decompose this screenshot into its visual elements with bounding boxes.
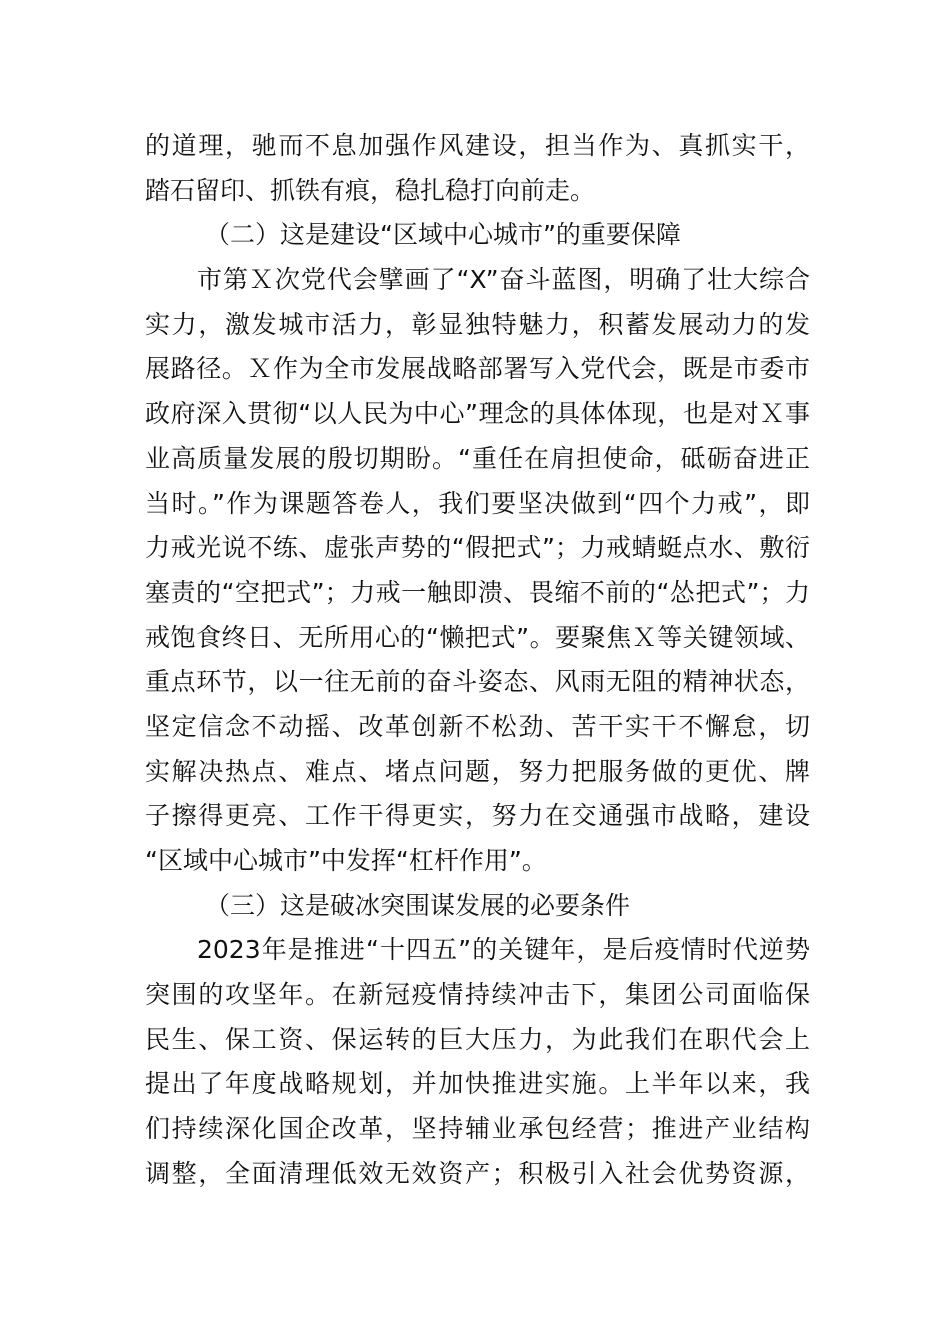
- section-heading: （二）这是建设“区域中心城市”的重要保障: [205, 220, 681, 250]
- body-line: 政府深入贯彻“以人民为中心”理念的具体体现，也是对Ｘ事: [145, 399, 810, 429]
- body-line: 重点环节，以一往无前的奋斗姿态、风雨无阻的精神状态，: [145, 667, 810, 697]
- body-line: 展路径。Ｘ作为全市发展战略部署写入党代会，既是市委市: [145, 354, 810, 384]
- body-line: 坚定信念不动摇、改革创新不松劲、苦干实干不懈怠，切: [145, 711, 810, 741]
- body-line: 调整，全面清理低效无效资产；积极引入社会优势资源，: [145, 1158, 810, 1188]
- body-line: 戒饱食终日、无所用心的“懒把式”。要聚焦Ｘ等关键领域、: [145, 622, 810, 652]
- body-line: 踏石留印、抓铁有痕，稳扎稳打向前走。: [145, 175, 596, 205]
- body-line: 的道理，驰而不息加强作风建设，担当作为、真抓实干，: [145, 131, 810, 160]
- body-line: 力戒光说不练、虚张声势的“假把式”；力戒蜻蜓点水、敷衍: [145, 533, 810, 563]
- paragraph-first-line: 市第Ｘ次党代会擘画了“X”奋斗蓝图，明确了壮大综合: [197, 265, 810, 295]
- body-line: 提出了年度战略规划，并加快推进实施。上半年以来，我: [145, 1069, 810, 1099]
- body-line: 实力，激发城市活力，彰显独特魅力，积蓄发展动力的发: [145, 309, 810, 339]
- body-line: 民生、保工资、保运转的巨大压力，为此我们在职代会上: [145, 1024, 810, 1054]
- document-body: [145, 124, 810, 1197]
- body-line: 们持续深化国企改革，坚持辅业承包经营；推进产业结构: [145, 1114, 810, 1144]
- paragraph-first-line: 2023年是推进“十四五”的关键年，是后疫情时代逆势: [197, 935, 810, 965]
- body-line: 突围的攻坚年。在新冠疫情持续冲击下，集团公司面临保: [145, 980, 810, 1010]
- body-line: 当时。”作为课题答卷人，我们要坚决做到“四个力戒”，即: [145, 488, 810, 518]
- body-line: 业高质量发展的殷切期盼。“重任在肩担使命，砥砺奋进正: [145, 443, 810, 473]
- body-line: “区域中心城市”中发挥“杠杆作用”。: [145, 846, 547, 875]
- body-line: 实解决热点、难点、堵点问题，努力把服务做的更优、牌: [145, 756, 810, 786]
- body-line: 塞责的“空把式”；力戒一触即溃、畏缩不前的“怂把式”；力: [145, 577, 810, 607]
- section-heading: （三）这是破冰突围谋发展的必要条件: [205, 890, 631, 920]
- body-line: 子擦得更亮、工作干得更实，努力在交通强市战略，建设: [145, 801, 810, 831]
